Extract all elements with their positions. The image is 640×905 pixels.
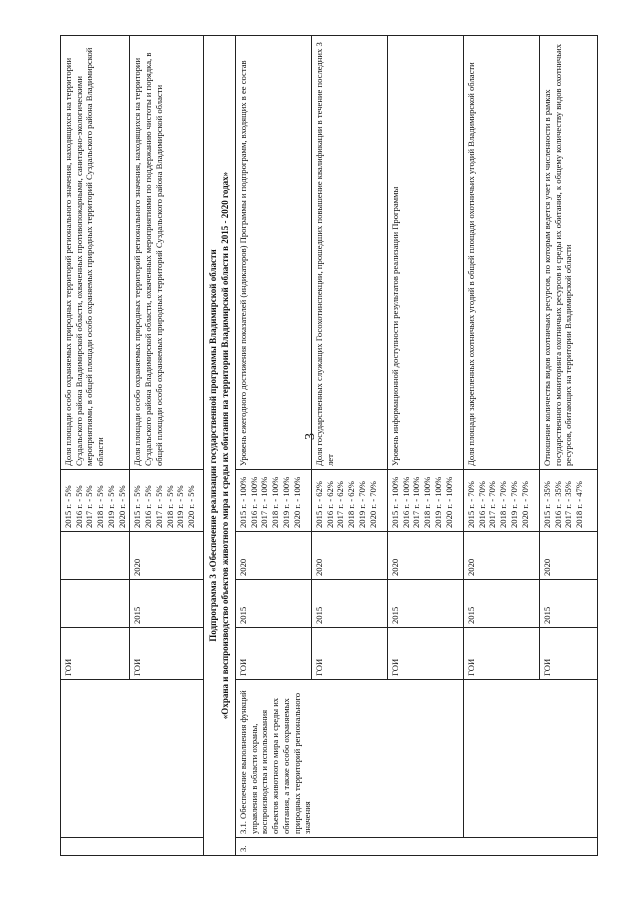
row-number <box>61 838 204 856</box>
value-line: 2018 г. - 62% <box>346 481 357 528</box>
value-line: 2015 г. - 100% <box>237 476 248 528</box>
value-line: 2020 г. - 5% <box>116 485 127 528</box>
end-year-cell: 2020 <box>311 532 387 580</box>
subprogram-title-line2: «Охрана и воспроизводство объектов животного мира и среды их обитания на территории Владимирской области в 2015 - 2020 годах» <box>219 171 230 720</box>
value-line: 2019 г. - 100% <box>432 476 443 528</box>
values-cell <box>463 470 539 532</box>
start-year-cell: 2015 <box>463 580 539 628</box>
values-cell <box>235 470 311 532</box>
start-year-cell: 2015 <box>311 580 387 628</box>
indicators-table <box>60 35 598 856</box>
subprogram-header <box>204 36 236 856</box>
value-line: 2018 г. - 47% <box>574 481 585 528</box>
value-line: 2019 г. - 5% <box>175 485 186 528</box>
value-line: 2015 г. - 62% <box>313 481 324 528</box>
value-line: 2017 г. - 100% <box>411 476 422 528</box>
measure-name-empty <box>463 680 597 838</box>
value-line: 2016 г. - 5% <box>143 485 154 528</box>
value-line: 2020 г. - 100% <box>291 476 302 528</box>
value-line: 2019 г. - 70% <box>356 481 367 528</box>
values-cell <box>61 470 130 532</box>
value-line: 2018 г. - 100% <box>422 476 433 528</box>
end-year-cell <box>61 532 130 580</box>
indicator-cell: Отношение количества видов охотничьих ресурсов, по которым ведется учет их численности в рамках государственного мониторинга охотничьих ресурсов и среды их обитания, к общему количеству видов охотничьих ресурсов, обитающих на территории Владимирской области <box>539 36 597 470</box>
document-sheet <box>60 36 620 856</box>
subprogram-row <box>204 36 236 856</box>
value-line: 2016 г. - 5% <box>73 485 84 528</box>
value-line: 2018 г. - 5% <box>164 485 175 528</box>
value-line: 2016 г. - 35% <box>552 481 563 528</box>
value-line: 2017 г. - 100% <box>259 476 270 528</box>
section-number: 3. <box>235 838 597 856</box>
value-line: 2019 г. - 100% <box>280 476 291 528</box>
value-line: 2017 г. - 5% <box>84 485 95 528</box>
end-year-cell: 2020 <box>539 532 597 580</box>
subprogram-title-line1: Подпрограмма 3 «Обеспечение реализации государственной программы Владимирской области <box>208 249 219 642</box>
value-line: 2015 г. - 5% <box>63 485 73 528</box>
values-cell <box>539 470 597 532</box>
value-line: 2016 г. - 100% <box>248 476 259 528</box>
end-year-cell: 2020 <box>235 532 311 580</box>
start-year-cell: 2015 <box>235 580 311 628</box>
source-cell: ГОИ <box>235 628 311 680</box>
start-year-cell: 2015 <box>387 580 463 628</box>
table-row <box>463 36 539 856</box>
value-line: 2016 г. - 62% <box>324 481 335 528</box>
values-cell <box>311 470 387 532</box>
end-year-cell: 2020 <box>130 532 204 580</box>
indicator-cell: Доля площади закрепленных охотничьих угодий в общей площади охотничьих угодий Владимирской области <box>463 36 539 470</box>
indicator-cell: Уровень информационной доступности результатов реализации Программы <box>387 36 463 470</box>
source-cell: ГОИ <box>311 628 387 680</box>
row-name <box>61 680 204 838</box>
source-cell: ГОИ <box>130 628 204 680</box>
page-number: 3 <box>303 433 318 440</box>
value-line: 2015 г. - 5% <box>132 485 143 528</box>
start-year-cell <box>61 580 130 628</box>
value-line: 2018 г. - 100% <box>270 476 281 528</box>
value-line: 2018 г. - 70% <box>498 481 509 528</box>
measure-name: 3.1. Обеспечение выполнения функций управления в области охраны, воспроизводства и использования объектов животного мира и среды их обитания, а также особо охраняемых природных территорий регионального значения <box>235 680 463 838</box>
value-line: 2019 г. - 70% <box>508 481 519 528</box>
value-line: 2020 г. - 5% <box>186 485 197 528</box>
start-year-cell: 2015 <box>130 580 204 628</box>
value-line: 2015 г. - 70% <box>465 481 476 528</box>
source-cell: ГОИ <box>463 628 539 680</box>
value-line: 2020 г. - 70% <box>519 481 530 528</box>
value-line: 2018 г. - 5% <box>95 485 106 528</box>
end-year-cell: 2020 <box>387 532 463 580</box>
value-line: 2017 г. - 5% <box>153 485 164 528</box>
table-row <box>61 36 130 856</box>
value-line: 2017 г. - 35% <box>563 481 574 528</box>
value-line: 2020 г. - 70% <box>367 481 378 528</box>
start-year-cell: 2015 <box>539 580 597 628</box>
value-line: 2015 г. - 35% <box>541 481 552 528</box>
value-line: 2016 г. - 100% <box>400 476 411 528</box>
values-cell <box>387 470 463 532</box>
indicator-cell: Доля площади особо охраняемых природных территорий регионального значения, находящихся на территории Суздальского района Владимирской области, охваченных мероприятиями по поддержанию чистоты и порядка, в общей площади особо охраняемых природных территорий Суздальского района Владимирской области <box>130 36 204 470</box>
indicator-cell: Доля государственных служащих Госохотинспекции, прошедших повышение квалификации в течение последних 3 лет <box>311 36 387 470</box>
value-line: 2017 г. - 70% <box>487 481 498 528</box>
source-cell: ГОИ <box>61 628 130 680</box>
value-line: 2015 г. - 100% <box>389 476 400 528</box>
source-cell: ГОИ <box>539 628 597 680</box>
value-line: 2017 г. - 62% <box>335 481 346 528</box>
end-year-cell: 2020 <box>463 532 539 580</box>
indicator-cell: Уровень ежегодного достижения показателей (индикаторов) Программы и подпрограмм, входящих в ее состав <box>235 36 311 470</box>
value-line: 2020 г. - 100% <box>443 476 454 528</box>
source-cell: ГОИ <box>387 628 463 680</box>
values-cell <box>130 470 204 532</box>
value-line: 2019 г. - 5% <box>105 485 116 528</box>
table-row <box>235 36 311 856</box>
indicator-cell: Доля площади особо охраняемых природных территорий регионального значения, находящихся на территории Суздальского района Владимирской области, охваченных противопожарными, санитарно-экологическими мероприятиями, в общей площади особо охраняемых природных территорий Суздальского района Владимирской области <box>61 36 130 470</box>
value-line: 2016 г. - 70% <box>476 481 487 528</box>
